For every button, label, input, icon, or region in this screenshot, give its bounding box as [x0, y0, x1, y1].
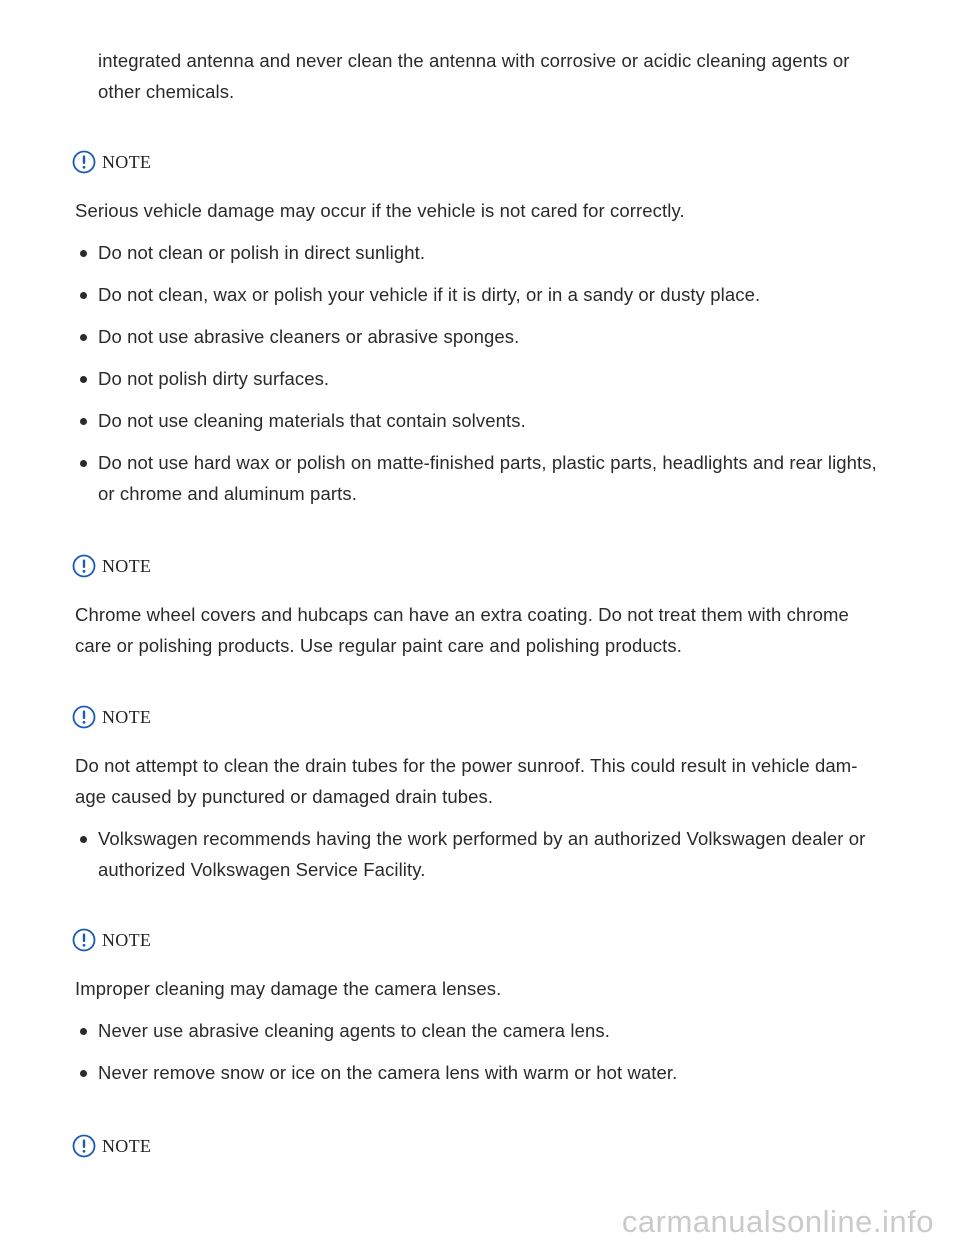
note-block-1 [72, 147, 902, 520]
note-body [75, 599, 865, 661]
note-label: NOTE [102, 1135, 152, 1156]
exclamation-circle-icon [72, 1134, 96, 1158]
note-text: Serious vehicle damage may occur if the vehicle is not cared for correctly. [75, 200, 685, 221]
bullet-icon [80, 1070, 87, 1077]
list-item: Do not clean or polish in direct sunlight. [75, 237, 888, 268]
bullet-icon [80, 376, 87, 383]
note-bullet-list [75, 1015, 865, 1088]
note-label: NOTE [102, 151, 152, 172]
list-item: Do not use abrasive cleaners or abrasive sponges. [75, 321, 888, 352]
list-item: Do not polish dirty surfaces. [75, 363, 888, 394]
bullet-icon [80, 460, 87, 467]
exclamation-circle-icon [72, 928, 96, 952]
bullet-icon [80, 836, 87, 843]
bullet-icon [80, 1028, 87, 1035]
watermark: carmanualsonline.info [621, 1204, 934, 1239]
note-block-2 [72, 551, 902, 661]
note-label: NOTE [102, 929, 152, 950]
list-item: Do not use hard wax or polish on matte-finished parts, plastic parts, headlights and rear lights, or chrome and aluminum parts. [75, 447, 888, 509]
note-header [72, 551, 902, 581]
note-header [72, 925, 902, 955]
note-body [75, 750, 865, 885]
note-header [72, 702, 902, 732]
bullet-icon [80, 334, 87, 341]
note-text: Chrome wheel covers and hubcaps can have an extra coating. Do not treat them with chrome care or polishing products. Use regular paint care and polishing products. [75, 604, 849, 656]
note-body [75, 973, 865, 1088]
note-label: NOTE [102, 706, 152, 727]
note-header [72, 147, 902, 177]
note-text: Do not attempt to clean the drain tubes for the power sunroof. This could result in vehicle dam-age caused by punctured or damaged drain tubes. [75, 755, 858, 807]
bullet-icon [80, 250, 87, 257]
note-bullet-list [75, 823, 865, 885]
note-label: NOTE [102, 555, 152, 576]
note-text: Improper cleaning may damage the camera lenses. [75, 978, 502, 999]
bullet-icon [80, 418, 87, 425]
note-bullet-list [75, 237, 877, 509]
exclamation-circle-icon [72, 705, 96, 729]
list-item: Volkswagen recommends having the work performed by an authorized Volkswagen dealer or authorized Volkswagen Service Facility. [75, 823, 888, 885]
bullet-icon [80, 292, 87, 299]
exclamation-circle-icon [72, 554, 96, 578]
note-block-4 [72, 925, 902, 1099]
note-block-5 [72, 1131, 902, 1161]
note-body [75, 195, 877, 509]
list-item: Do not clean, wax or polish your vehicle if it is dirty, or in a sandy or dusty place. [75, 279, 888, 310]
list-item: Do not use cleaning materials that contain solvents. [75, 405, 888, 436]
continuation-paragraph: integrated antenna and never clean the antenna with corrosive or acidic cleaning agents or other chemicals. [98, 50, 850, 102]
note-header [72, 1131, 902, 1161]
list-item: Never remove snow or ice on the camera lens with warm or hot water. [75, 1057, 888, 1088]
note-block-3 [72, 702, 902, 896]
list-item: Never use abrasive cleaning agents to clean the camera lens. [75, 1015, 888, 1046]
exclamation-circle-icon [72, 150, 96, 174]
